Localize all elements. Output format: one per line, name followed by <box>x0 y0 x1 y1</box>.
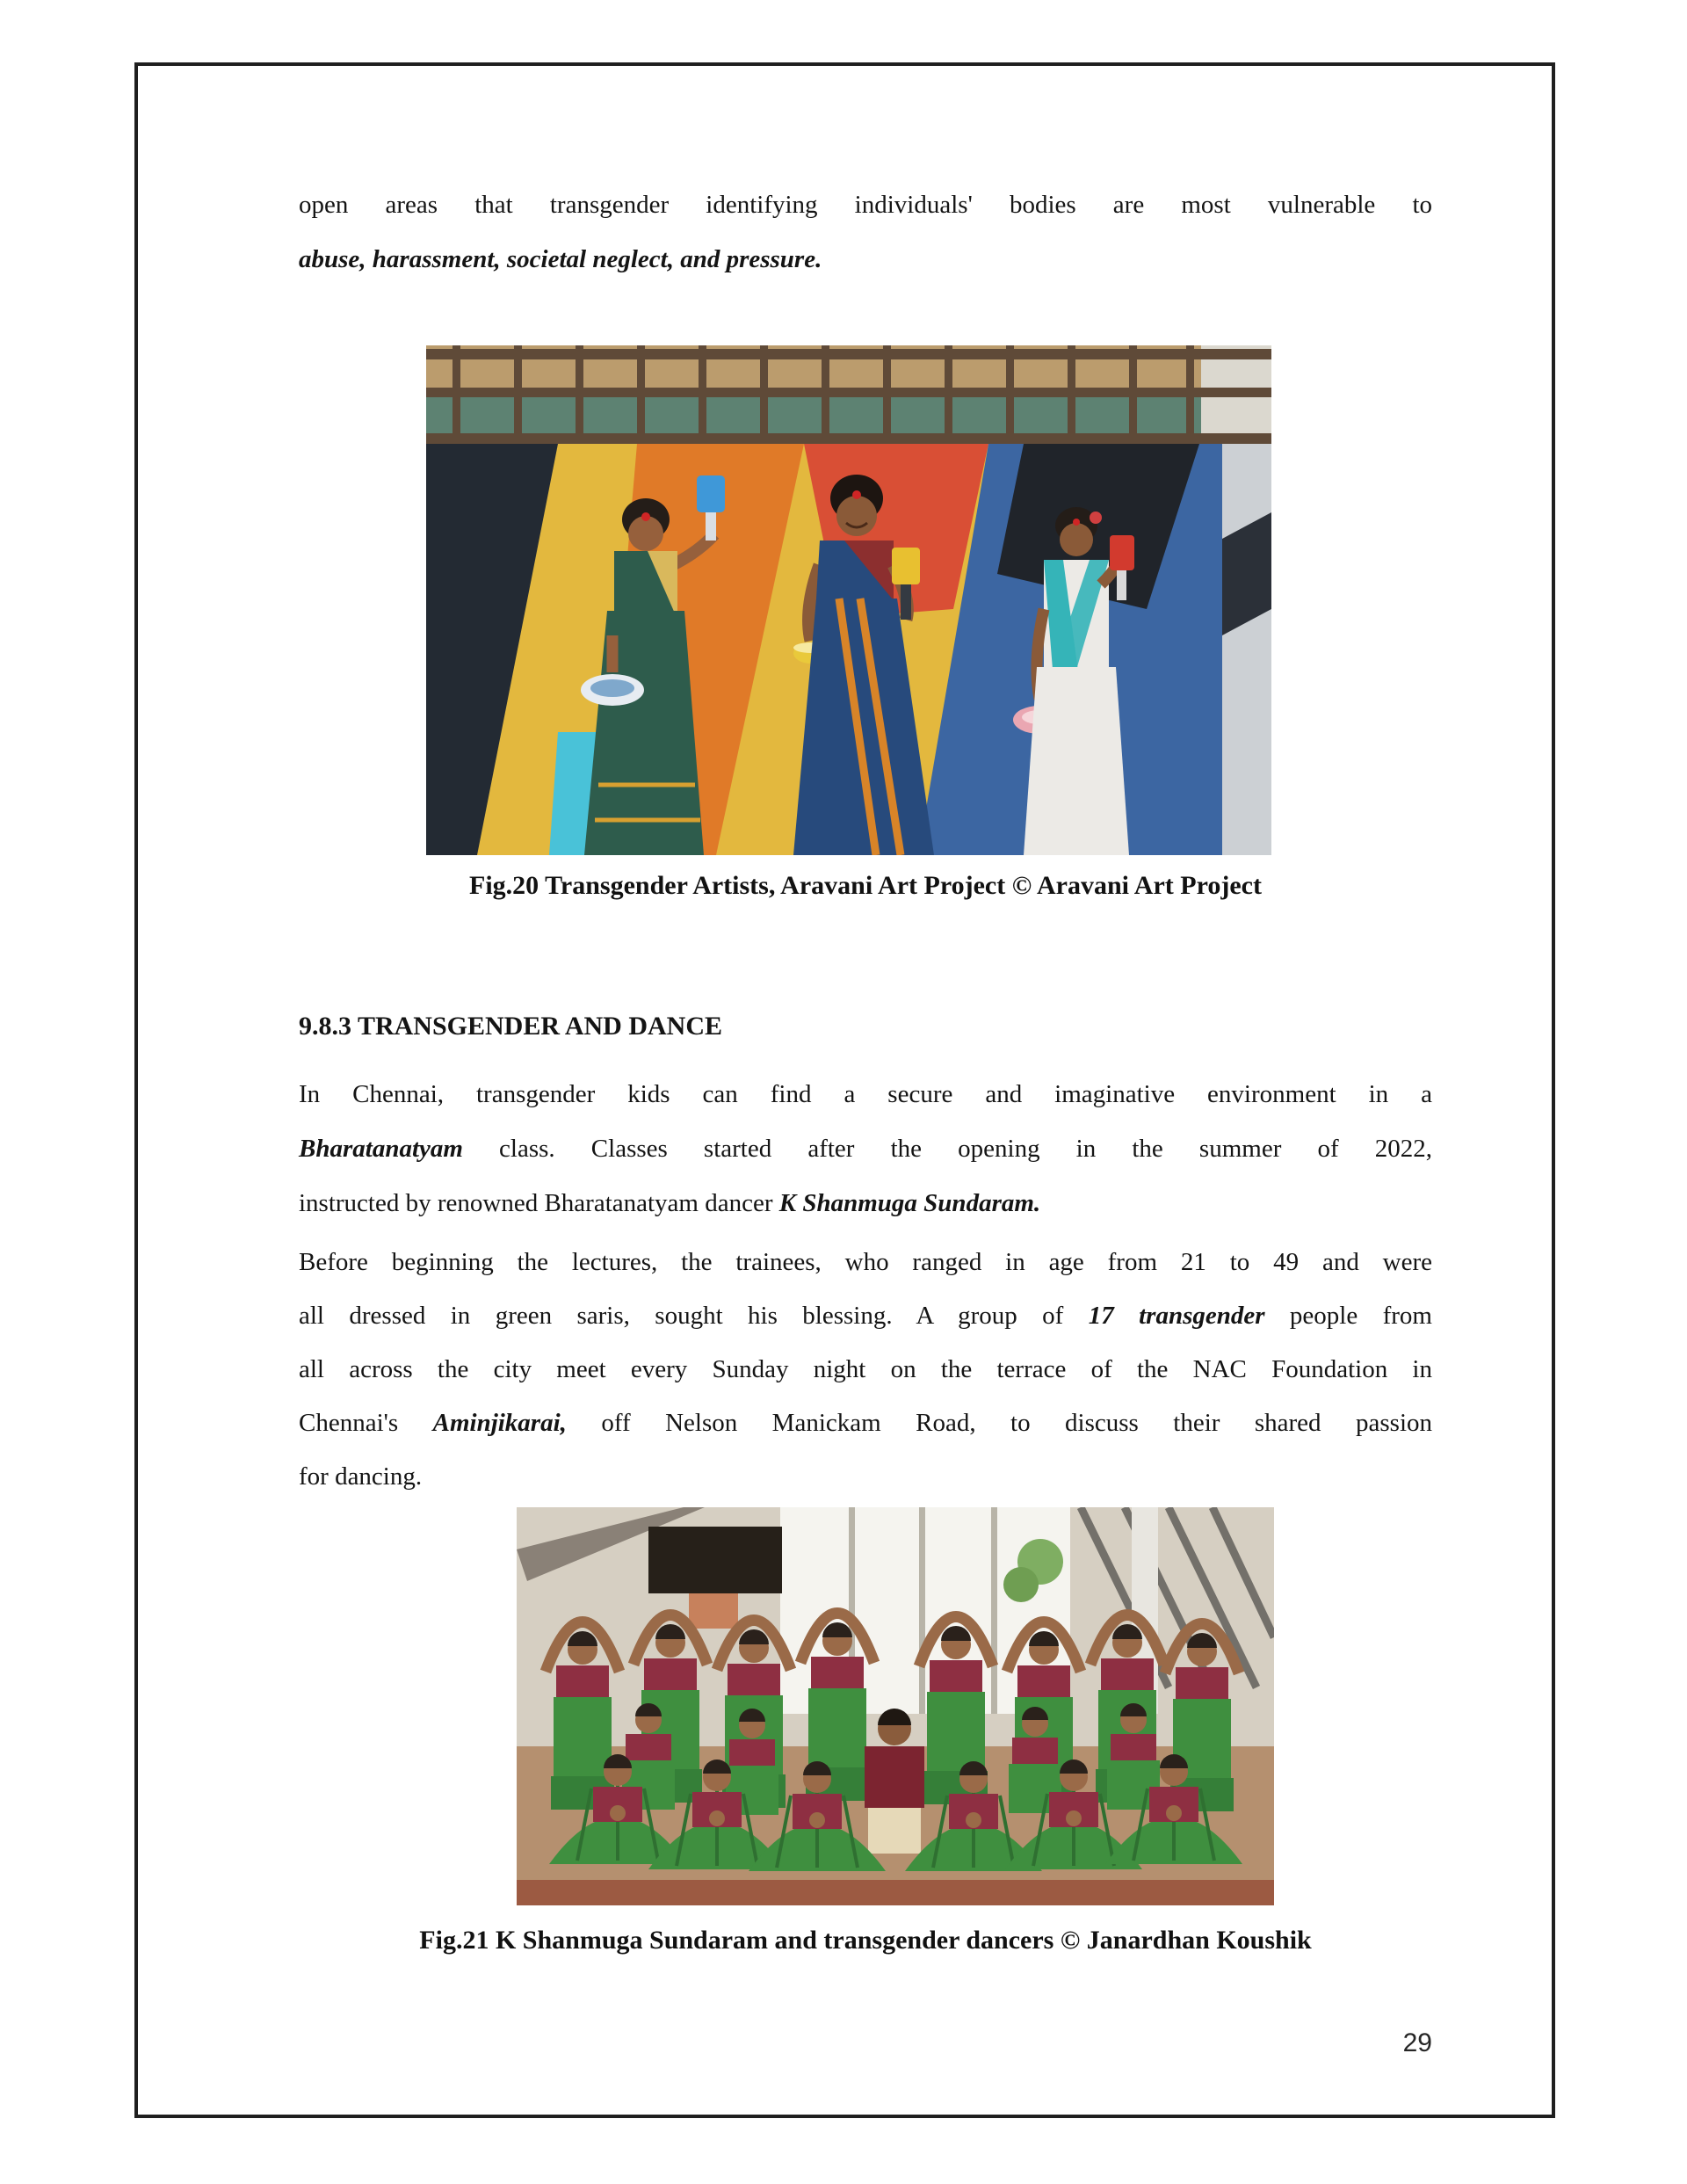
text-line <box>299 1289 1432 1343</box>
text-line: Before beginning the lectures, the trainees, who ranged in age from 21 to 49 and were <box>299 1248 1432 1276</box>
text-line <box>299 1121 1432 1176</box>
text-line <box>299 1397 1432 1450</box>
emphasis-text: Bharatanatyam <box>299 1135 463 1163</box>
emphasis-text: K Shanmuga Sundaram. <box>778 1189 1041 1217</box>
text-line <box>299 1176 1432 1230</box>
paragraph-lectures <box>299 1236 1432 1504</box>
emphasis-text: Aminjikarai, <box>432 1409 567 1437</box>
text-segment: class. Classes started after the opening in the summer of 2022, <box>462 1135 1432 1163</box>
paragraph-intro <box>299 178 1432 287</box>
text-line: In Chennai, transgender kids can find a secure and imaginative environment in a <box>299 1080 1432 1108</box>
text-line: abuse, harassment, societal neglect, and pressure. <box>299 245 822 273</box>
page-number: 29 <box>1402 2028 1432 2057</box>
text-segment: people from <box>1264 1302 1432 1330</box>
figure21-photo <box>517 1507 1274 1905</box>
text-line: all across the city meet every Sunday night on the terrace of the NAC Foundation in <box>299 1355 1432 1383</box>
text-segment: all dressed in green saris, sought his blessing. A group of <box>299 1302 1089 1330</box>
text-line: for dancing. <box>299 1462 423 1491</box>
emphasis-text: 17 transgender <box>1088 1302 1265 1330</box>
figure21-caption: Fig.21 K Shanmuga Sundaram and transgender dancers © Janardhan Koushik <box>419 1926 1312 1955</box>
figure20-photo <box>426 345 1271 855</box>
text-segment: Chennai's <box>299 1409 433 1437</box>
text-segment: instructed by renowned Bharatanatyam dancer <box>299 1189 779 1217</box>
text-segment: off Nelson Manickam Road, to discuss their shared passion <box>566 1409 1432 1437</box>
figure20-caption: Fig.20 Transgender Artists, Aravani Art Project © Aravani Art Project <box>469 871 1262 900</box>
text-line: open areas that transgender identifying individuals' bodies are most vulnerable to <box>299 191 1432 219</box>
section-heading: 9.8.3 TRANSGENDER AND DANCE <box>299 1012 723 1041</box>
paragraph-chennai <box>299 1067 1432 1230</box>
